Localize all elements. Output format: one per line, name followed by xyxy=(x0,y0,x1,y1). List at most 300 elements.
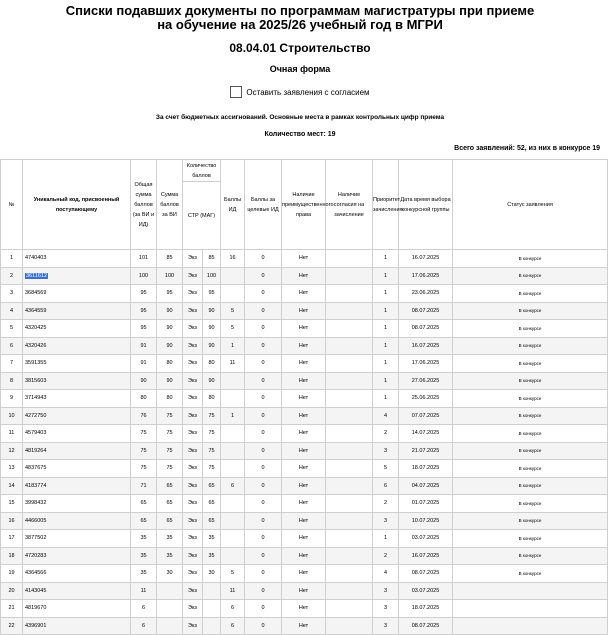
cell-prio: 3 xyxy=(373,617,399,635)
applicant-code: 4466005 xyxy=(25,517,47,524)
cell-date: 18.07.2025 xyxy=(399,600,453,618)
cell-vi: 35 xyxy=(157,547,183,565)
cell-code xyxy=(23,425,131,443)
cell-priv: Нет xyxy=(282,285,326,303)
cell-total: 75 xyxy=(131,425,157,443)
cell-total: 6 xyxy=(131,617,157,635)
cell-status xyxy=(453,582,608,600)
cell-date: 08.07.2025 xyxy=(399,565,453,583)
cell-priv: Нет xyxy=(282,530,326,548)
cell-target: 0 xyxy=(245,495,282,513)
cell-total: 80 xyxy=(131,390,157,408)
cell-status xyxy=(453,617,608,635)
cell-prio: 3 xyxy=(373,600,399,618)
cell-vi: 90 xyxy=(157,337,183,355)
cell-date: 16.07.2025 xyxy=(399,250,453,268)
cell-consent xyxy=(326,372,373,390)
applicant-code: 4364559 xyxy=(25,307,47,314)
cell-date: 01.07.2025 xyxy=(399,495,453,513)
cell-str: 75 xyxy=(203,460,221,478)
cell-ex: Экз xyxy=(183,495,203,513)
col-vi: Сумма баллов за ВИ xyxy=(157,160,183,250)
cell-status: В конкурсе xyxy=(453,512,608,530)
cell-total: 95 xyxy=(131,302,157,320)
cell-code xyxy=(23,267,131,285)
cell-total: 75 xyxy=(131,460,157,478)
table-row xyxy=(1,250,608,268)
cell-consent xyxy=(326,600,373,618)
table-row xyxy=(1,530,608,548)
cell-priv: Нет xyxy=(282,302,326,320)
cell-n: 17 xyxy=(1,530,23,548)
cell-status: В конкурсе xyxy=(453,285,608,303)
cell-target: 0 xyxy=(245,267,282,285)
cell-vi: 75 xyxy=(157,407,183,425)
col-priority: Приоритет зачисления xyxy=(373,160,399,250)
col-status: Статус заявления xyxy=(453,160,608,250)
cell-status: В конкурсе xyxy=(453,337,608,355)
cell-id: 6 xyxy=(221,617,245,635)
cell-ex: Экз xyxy=(183,267,203,285)
applicant-code: 4183774 xyxy=(25,482,47,489)
cell-n: 19 xyxy=(1,565,23,583)
cell-id xyxy=(221,460,245,478)
applicant-code: 4396901 xyxy=(25,622,47,629)
cell-ex: Экз xyxy=(183,425,203,443)
cell-n: 7 xyxy=(1,355,23,373)
cell-ex: Экз xyxy=(183,285,203,303)
page-title xyxy=(0,4,600,32)
cell-total: 35 xyxy=(131,565,157,583)
cell-vi: 90 xyxy=(157,372,183,390)
cell-consent xyxy=(326,530,373,548)
cell-priv: Нет xyxy=(282,582,326,600)
cell-n: 20 xyxy=(1,582,23,600)
cell-prio: 4 xyxy=(373,565,399,583)
cell-total: 6 xyxy=(131,600,157,618)
total-applications: Всего заявлений: 52, из них в конкурсе 19 xyxy=(454,145,600,152)
cell-total: 35 xyxy=(131,530,157,548)
cell-id: 6 xyxy=(221,600,245,618)
cell-consent xyxy=(326,442,373,460)
applicant-code: 3611612 xyxy=(26,272,48,279)
cell-ex: Экз xyxy=(183,530,203,548)
applicant-code: 4143045 xyxy=(25,587,47,594)
table-row xyxy=(1,425,608,443)
cell-date: 10.07.2025 xyxy=(399,512,453,530)
cell-target: 0 xyxy=(245,512,282,530)
cell-date: 16.07.2025 xyxy=(399,337,453,355)
applicant-code: 3714943 xyxy=(25,395,47,402)
cell-status: В конкурсе xyxy=(453,250,608,268)
cell-vi: 90 xyxy=(157,302,183,320)
cell-n: 15 xyxy=(1,495,23,513)
cell-str: 80 xyxy=(203,390,221,408)
table-row xyxy=(1,285,608,303)
applicant-code: 4320425 xyxy=(25,325,47,332)
cell-consent xyxy=(326,390,373,408)
cell-date: 03.07.2025 xyxy=(399,582,453,600)
title-line-2: на обучение на 2025/26 учебный год в МГРИ xyxy=(157,17,443,32)
applicant-code: 3998432 xyxy=(25,500,47,507)
cell-prio: 2 xyxy=(373,495,399,513)
cell-str: 90 xyxy=(203,337,221,355)
applicant-code: 4837675 xyxy=(25,465,47,472)
cell-target: 0 xyxy=(245,390,282,408)
cell-target: 0 xyxy=(245,582,282,600)
cell-ex: Экз xyxy=(183,600,203,618)
cell-status: В конкурсе xyxy=(453,442,608,460)
col-consent: Наличие согласия на зачисление xyxy=(326,160,373,250)
cell-status: В конкурсе xyxy=(453,320,608,338)
cell-id xyxy=(221,390,245,408)
cell-target: 0 xyxy=(245,442,282,460)
cell-vi xyxy=(157,600,183,618)
table-row xyxy=(1,337,608,355)
cell-status: В конкурсе xyxy=(453,267,608,285)
cell-id xyxy=(221,372,245,390)
cell-consent xyxy=(326,355,373,373)
cell-code xyxy=(23,530,131,548)
cell-total: 91 xyxy=(131,355,157,373)
cell-consent xyxy=(326,495,373,513)
cell-status: В конкурсе xyxy=(453,407,608,425)
cell-code xyxy=(23,355,131,373)
cell-ex: Экз xyxy=(183,372,203,390)
cell-vi: 65 xyxy=(157,495,183,513)
cell-target: 0 xyxy=(245,547,282,565)
cell-ex: Экз xyxy=(183,460,203,478)
cell-code xyxy=(23,372,131,390)
applicant-code: 3591355 xyxy=(25,360,47,367)
cell-id xyxy=(221,285,245,303)
table-row xyxy=(1,495,608,513)
col-total: Общая сумма баллов (за ВИ и ИД) xyxy=(131,160,157,250)
table-row xyxy=(1,355,608,373)
cell-code xyxy=(23,250,131,268)
cell-date: 08.07.2025 xyxy=(399,320,453,338)
cell-date: 04.07.2025 xyxy=(399,477,453,495)
cell-consent xyxy=(326,565,373,583)
table-row xyxy=(1,302,608,320)
cell-code xyxy=(23,477,131,495)
cell-n: 8 xyxy=(1,372,23,390)
cell-code xyxy=(23,617,131,635)
cell-target: 0 xyxy=(245,565,282,583)
cell-vi: 75 xyxy=(157,460,183,478)
cell-id: 1 xyxy=(221,407,245,425)
cell-id: 16 xyxy=(221,250,245,268)
cell-n: 6 xyxy=(1,337,23,355)
cell-priv: Нет xyxy=(282,547,326,565)
cell-prio: 5 xyxy=(373,460,399,478)
cell-str: 80 xyxy=(203,355,221,373)
cell-target: 0 xyxy=(245,285,282,303)
table-row xyxy=(1,477,608,495)
cell-status: В конкурсе xyxy=(453,530,608,548)
cell-n: 12 xyxy=(1,442,23,460)
cell-str: 65 xyxy=(203,512,221,530)
cell-date: 27.06.2025 xyxy=(399,372,453,390)
cell-str: 85 xyxy=(203,250,221,268)
cell-code xyxy=(23,285,131,303)
cell-vi xyxy=(157,617,183,635)
title-line-1: Списки подавших документы по программам магистратуры при приеме xyxy=(65,3,535,18)
cell-str xyxy=(203,617,221,635)
cell-vi: 90 xyxy=(157,320,183,338)
cell-id xyxy=(221,425,245,443)
table-row xyxy=(1,372,608,390)
cell-consent xyxy=(326,582,373,600)
cell-total: 91 xyxy=(131,337,157,355)
cell-vi: 80 xyxy=(157,390,183,408)
cell-id: 5 xyxy=(221,302,245,320)
table-row xyxy=(1,582,608,600)
cell-prio: 1 xyxy=(373,302,399,320)
cell-n: 22 xyxy=(1,617,23,635)
table-body xyxy=(1,250,608,635)
col-id: Баллы ИД xyxy=(221,160,245,250)
cell-total: 35 xyxy=(131,547,157,565)
cell-consent xyxy=(326,425,373,443)
cell-date: 08.07.2025 xyxy=(399,302,453,320)
cell-code xyxy=(23,302,131,320)
cell-n: 11 xyxy=(1,425,23,443)
cell-date: 21.07.2025 xyxy=(399,442,453,460)
cell-status: В конкурсе xyxy=(453,547,608,565)
cell-str: 35 xyxy=(203,547,221,565)
cell-total: 71 xyxy=(131,477,157,495)
cell-prio: 2 xyxy=(373,425,399,443)
cell-n: 9 xyxy=(1,390,23,408)
cell-target: 0 xyxy=(245,600,282,618)
cell-ex: Экз xyxy=(183,565,203,583)
cell-target: 0 xyxy=(245,425,282,443)
cell-priv: Нет xyxy=(282,320,326,338)
cell-vi: 85 xyxy=(157,250,183,268)
cell-id xyxy=(221,530,245,548)
cell-target: 0 xyxy=(245,407,282,425)
cell-total: 11 xyxy=(131,582,157,600)
cell-code xyxy=(23,582,131,600)
cell-vi: 30 xyxy=(157,565,183,583)
cell-prio: 1 xyxy=(373,285,399,303)
cell-date: 08.07.2025 xyxy=(399,617,453,635)
cell-ex: Экз xyxy=(183,355,203,373)
cell-n: 13 xyxy=(1,460,23,478)
table-row xyxy=(1,600,608,618)
cell-code xyxy=(23,442,131,460)
cell-vi: 65 xyxy=(157,512,183,530)
cell-str: 90 xyxy=(203,372,221,390)
cell-consent xyxy=(326,285,373,303)
cell-priv: Нет xyxy=(282,477,326,495)
cell-date: 03.07.2025 xyxy=(399,530,453,548)
places-count: Количество мест: 19 xyxy=(264,131,336,138)
cell-consent xyxy=(326,547,373,565)
cell-date: 17.06.2025 xyxy=(399,267,453,285)
cell-date: 07.07.2025 xyxy=(399,407,453,425)
cell-target: 0 xyxy=(245,372,282,390)
cell-id: 11 xyxy=(221,355,245,373)
cell-n: 3 xyxy=(1,285,23,303)
cell-consent xyxy=(326,512,373,530)
table-row xyxy=(1,565,608,583)
cell-id: 11 xyxy=(221,582,245,600)
cell-ex: Экз xyxy=(183,390,203,408)
col-target: Баллы за целевые ИД xyxy=(245,160,282,250)
cell-consent xyxy=(326,477,373,495)
cell-priv: Нет xyxy=(282,495,326,513)
cell-ex: Экз xyxy=(183,512,203,530)
cell-priv: Нет xyxy=(282,425,326,443)
cell-prio: 1 xyxy=(373,355,399,373)
cell-prio: 1 xyxy=(373,337,399,355)
cell-n: 2 xyxy=(1,267,23,285)
cell-priv: Нет xyxy=(282,512,326,530)
applicant-code: 4720283 xyxy=(25,552,47,559)
cell-prio: 1 xyxy=(373,372,399,390)
consent-checkbox[interactable] xyxy=(230,86,242,98)
cell-consent xyxy=(326,407,373,425)
cell-priv: Нет xyxy=(282,355,326,373)
cell-date: 25.06.2025 xyxy=(399,390,453,408)
cell-prio: 1 xyxy=(373,267,399,285)
cell-target: 0 xyxy=(245,337,282,355)
cell-ex: Экз xyxy=(183,582,203,600)
cell-priv: Нет xyxy=(282,442,326,460)
cell-date: 23.06.2025 xyxy=(399,285,453,303)
cell-id xyxy=(221,495,245,513)
cell-prio: 6 xyxy=(373,477,399,495)
cell-date: 14.07.2025 xyxy=(399,425,453,443)
cell-id xyxy=(221,512,245,530)
cell-n: 18 xyxy=(1,547,23,565)
cell-vi: 80 xyxy=(157,355,183,373)
cell-n: 16 xyxy=(1,512,23,530)
table-row xyxy=(1,460,608,478)
col-num: № xyxy=(1,160,23,250)
cell-str: 90 xyxy=(203,320,221,338)
cell-target: 0 xyxy=(245,530,282,548)
cell-priv: Нет xyxy=(282,337,326,355)
cell-ex: Экз xyxy=(183,320,203,338)
cell-priv: Нет xyxy=(282,267,326,285)
cell-code xyxy=(23,320,131,338)
cell-target: 0 xyxy=(245,320,282,338)
cell-str: 75 xyxy=(203,407,221,425)
cell-n: 21 xyxy=(1,600,23,618)
cell-prio: 1 xyxy=(373,250,399,268)
cell-total: 95 xyxy=(131,285,157,303)
cell-id: 5 xyxy=(221,565,245,583)
cell-id xyxy=(221,442,245,460)
cell-total: 100 xyxy=(131,267,157,285)
cell-vi: 35 xyxy=(157,530,183,548)
cell-consent xyxy=(326,617,373,635)
cell-vi: 100 xyxy=(157,267,183,285)
cell-id: 5 xyxy=(221,320,245,338)
cell-id xyxy=(221,547,245,565)
cell-id xyxy=(221,267,245,285)
cell-priv: Нет xyxy=(282,460,326,478)
cell-code xyxy=(23,512,131,530)
cell-date: 18.07.2025 xyxy=(399,460,453,478)
cell-n: 1 xyxy=(1,250,23,268)
cell-consent xyxy=(326,302,373,320)
cell-priv: Нет xyxy=(282,372,326,390)
cell-status: В конкурсе xyxy=(453,355,608,373)
cell-consent xyxy=(326,460,373,478)
cell-prio: 1 xyxy=(373,390,399,408)
cell-total: 76 xyxy=(131,407,157,425)
cell-status: В конкурсе xyxy=(453,372,608,390)
cell-ex: Экз xyxy=(183,617,203,635)
applicant-code: 4272750 xyxy=(25,412,47,419)
cell-consent xyxy=(326,267,373,285)
cell-total: 101 xyxy=(131,250,157,268)
cell-priv: Нет xyxy=(282,565,326,583)
cell-str: 90 xyxy=(203,302,221,320)
program-code: 08.04.01 Строительство xyxy=(229,41,371,55)
cell-target: 0 xyxy=(245,250,282,268)
cell-code xyxy=(23,565,131,583)
cell-n: 5 xyxy=(1,320,23,338)
col-code: Уникальный код, присвоенный поступающему xyxy=(23,160,131,250)
cell-ex: Экз xyxy=(183,250,203,268)
cell-str xyxy=(203,582,221,600)
cell-prio: 3 xyxy=(373,582,399,600)
cell-total: 90 xyxy=(131,372,157,390)
cell-n: 10 xyxy=(1,407,23,425)
applicant-code: 4819264 xyxy=(25,447,47,454)
table-row xyxy=(1,320,608,338)
cell-ex: Экз xyxy=(183,302,203,320)
cell-status: В конкурсе xyxy=(453,565,608,583)
cell-priv: Нет xyxy=(282,390,326,408)
table-row xyxy=(1,407,608,425)
cell-str: 65 xyxy=(203,495,221,513)
col-qty: Количество баллов xyxy=(183,160,221,182)
cell-n: 14 xyxy=(1,477,23,495)
cell-status xyxy=(453,600,608,618)
cell-target: 0 xyxy=(245,477,282,495)
applicant-code: 3877502 xyxy=(25,535,47,542)
cell-prio: 1 xyxy=(373,320,399,338)
cell-code xyxy=(23,600,131,618)
cell-prio: 3 xyxy=(373,442,399,460)
consent-filter[interactable] xyxy=(0,86,600,98)
cell-str: 30 xyxy=(203,565,221,583)
cell-ex: Экз xyxy=(183,547,203,565)
cell-total: 75 xyxy=(131,442,157,460)
cell-str: 75 xyxy=(203,425,221,443)
cell-target: 0 xyxy=(245,355,282,373)
cell-vi: 95 xyxy=(157,285,183,303)
cell-str: 65 xyxy=(203,477,221,495)
cell-status: В конкурсе xyxy=(453,425,608,443)
cell-vi: 75 xyxy=(157,442,183,460)
cell-id: 1 xyxy=(221,337,245,355)
cell-code xyxy=(23,547,131,565)
cell-date: 17.06.2025 xyxy=(399,355,453,373)
cell-total: 65 xyxy=(131,495,157,513)
cell-code xyxy=(23,390,131,408)
cell-status: В конкурсе xyxy=(453,460,608,478)
cell-str: 75 xyxy=(203,442,221,460)
cell-str: 35 xyxy=(203,530,221,548)
cell-total: 95 xyxy=(131,320,157,338)
